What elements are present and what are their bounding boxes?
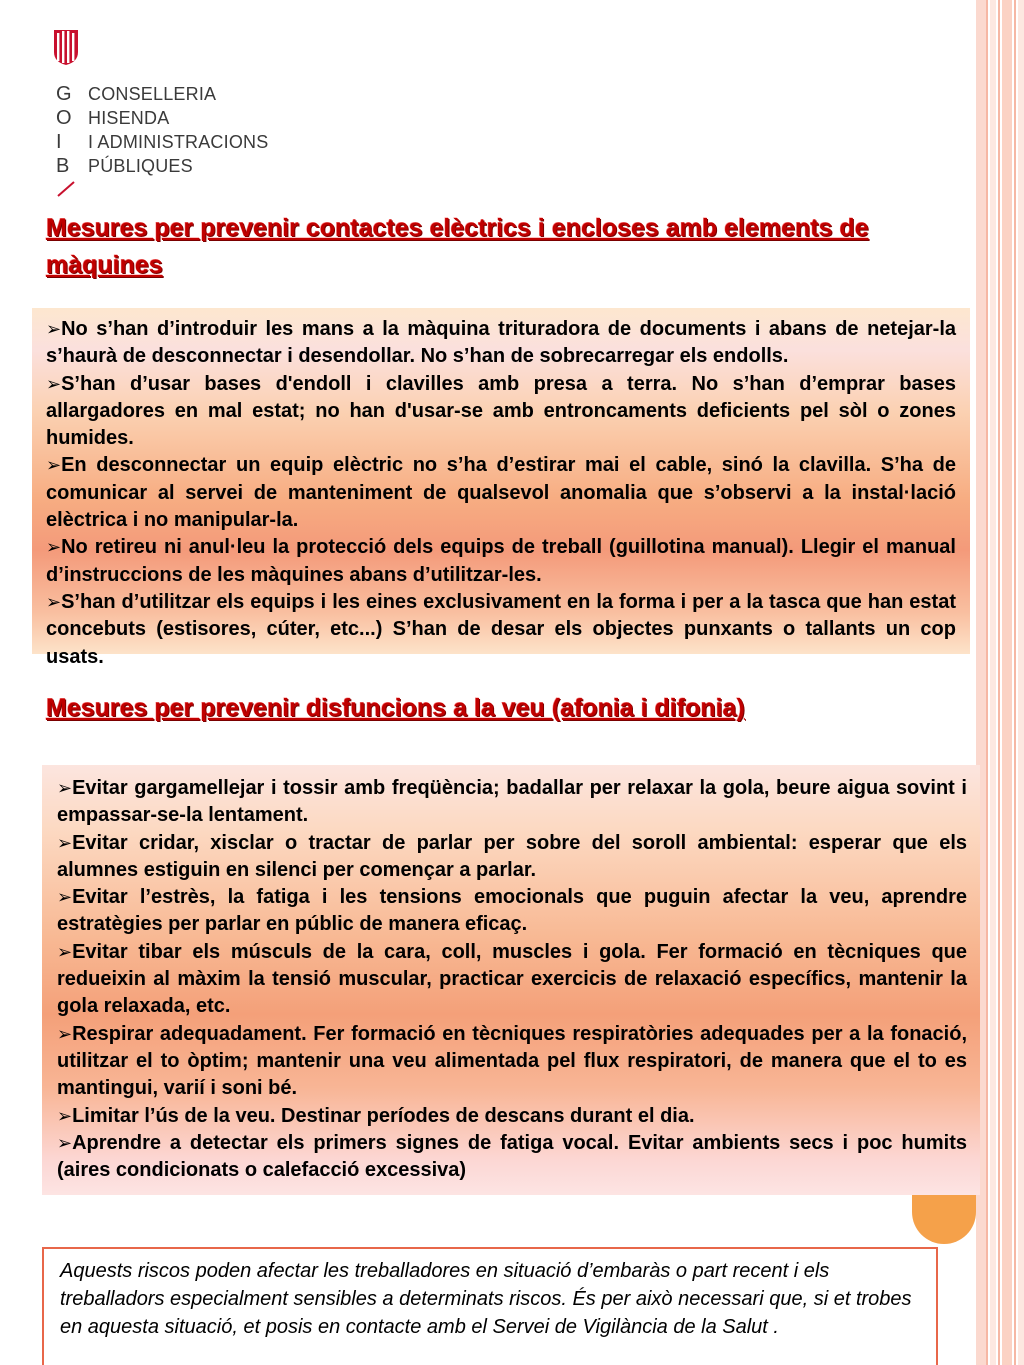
list-item-text: Respirar adequadament. Fer formació en tècniques respiratòries adequades per a la fonació, utilitzar el to òptim; mantenir una veu alimentada pel flux respiratori, de manera que el to es mantingui, varií i soni bé.: [57, 1022, 967, 1100]
goib-logo: [50, 28, 290, 198]
decorative-stripes: [976, 0, 1024, 1365]
list-item: [46, 589, 956, 671]
arrow-bullet-icon: ➢: [46, 537, 62, 558]
department-line: CONSELLERIA: [88, 84, 217, 104]
list-item: [46, 371, 956, 453]
arrow-bullet-icon: ➢: [46, 319, 62, 339]
stripe: [1018, 0, 1024, 1365]
note-text: Aquests riscos poden afectar les treballadores en situació d’embaràs o part recent i els treballadors especialment sensibles a determinats riscos. És per això necessari que, si et trobes en aquesta situació, et posis en contacte amb el Servei de Vigilància de la Salut .: [60, 1260, 912, 1338]
list-item-text: S’han d’utilitzar els equips i les eines exclusivament en la forma i per a la tasca que han estat concebuts (estisores, cúter, etc...) S’han de desar els objectes punxants o tallants un cop usats.: [46, 590, 956, 668]
department-line: I ADMINISTRACIONS: [88, 132, 269, 152]
section1-title: Mesures per prevenir contactes elèctrics i encloses amb elements de màquines: [46, 214, 869, 279]
list-item: [46, 316, 956, 371]
logo-letter: B: [56, 155, 70, 177]
section2-list: [57, 775, 967, 1184]
arrow-bullet-icon: ➢: [57, 887, 73, 908]
list-item: [57, 1021, 967, 1103]
department-line: PÚBLIQUES: [88, 156, 193, 176]
list-item: [57, 775, 967, 830]
stripe: [986, 0, 988, 1365]
list-item-text: Limitar l’ús de la veu. Destinar períodes de descans durant el dia.: [72, 1104, 695, 1127]
arrow-bullet-icon: ➢: [46, 591, 62, 612]
arrow-bullet-icon: ➢: [57, 1023, 73, 1044]
arrow-bullet-icon: ➢: [57, 1105, 73, 1126]
logo-letter: G: [56, 83, 72, 105]
stripe: [998, 0, 1000, 1365]
stripe: [990, 0, 996, 1365]
list-item: [57, 1103, 967, 1130]
list-item: [46, 452, 956, 534]
balearic-flag-emblem-icon: [52, 28, 80, 66]
list-item-text: Evitar cridar, xisclar o tractar de parlar per sobre del soroll ambiental: esperar que els alumnes estiguin en silenci per començar a parlar.: [57, 831, 967, 881]
list-item-text: No retireu ni anul·leu la protecció dels equips de treball (guillotina manual). Llegir el manual d’instruccions de les màquines abans d’utilitzar-les.: [46, 536, 956, 586]
list-item-text: Evitar gargamellejar i tossir amb freqüència; badallar per relaxar la gola, beure aigua sovint i empassar-se-la lentament.: [57, 777, 967, 827]
arrow-bullet-icon: ➢: [46, 455, 62, 476]
department-name: [88, 82, 268, 178]
note-box: [42, 1247, 938, 1365]
slash-icon: [56, 178, 76, 198]
list-item-text: Aprendre a detectar els primers signes de fatiga vocal. Evitar ambients secs i poc humits (aires condicionats o calefacció excessiva): [57, 1131, 967, 1182]
department-line: HISENDA: [88, 108, 170, 128]
arrow-bullet-icon: ➢: [57, 1132, 73, 1153]
list-item: [57, 830, 967, 885]
list-item-text: No s’han d’introduir les mans a la màquina trituradora de documents i abans de netejar-la s’haurà de desconnectar i desendollar. No s’han de sobrecarregar els endolls.: [46, 318, 956, 368]
section1-list: [46, 316, 956, 671]
logo-letter: I: [56, 131, 62, 153]
list-item-text: Evitar tibar els músculs de la cara, coll, muscles i gola. Fer formació en tècniques que redueixin al màxim la tensió muscular, practicar exercicis de relaxació específics, mantenir la gola relaxada, etc.: [57, 940, 967, 1018]
arrow-bullet-icon: ➢: [46, 373, 62, 394]
arrow-bullet-icon: ➢: [57, 832, 73, 853]
logo-letter: O: [56, 107, 72, 129]
list-item: [57, 1130, 967, 1185]
stripe: [1014, 0, 1016, 1365]
arrow-bullet-icon: ➢: [57, 941, 73, 962]
list-item: [57, 884, 967, 939]
section2-title: Mesures per prevenir disfuncions a la veu (afonia i difonia): [46, 694, 745, 722]
list-item-text: S’han d’usar bases d'endoll i clavilles amb presa a terra. No s’han d’emprar bases allargadores en mal estat; no han d'usar-se amb entroncaments deficients pel sòl o zones humides.: [46, 372, 956, 450]
list-item-text: Evitar l’estrès, la fatiga i les tensions emocionals que puguin afectar la veu, aprendre estratègies per parlar en públic de manera eficaç.: [57, 886, 967, 936]
list-item: [46, 534, 956, 589]
stripe: [1002, 0, 1012, 1365]
goib-letters: [56, 82, 78, 178]
list-item-text: En desconnectar un equip elèctric no s’ha d’estirar mai el cable, sinó la clavilla. S’ha de comunicar al servei de manteniment de qualsevol anomalia que s’observi a la instal·lació elèctrica i no manipular-la.: [46, 454, 956, 532]
arrow-bullet-icon: ➢: [57, 778, 73, 798]
list-item: [57, 939, 967, 1021]
